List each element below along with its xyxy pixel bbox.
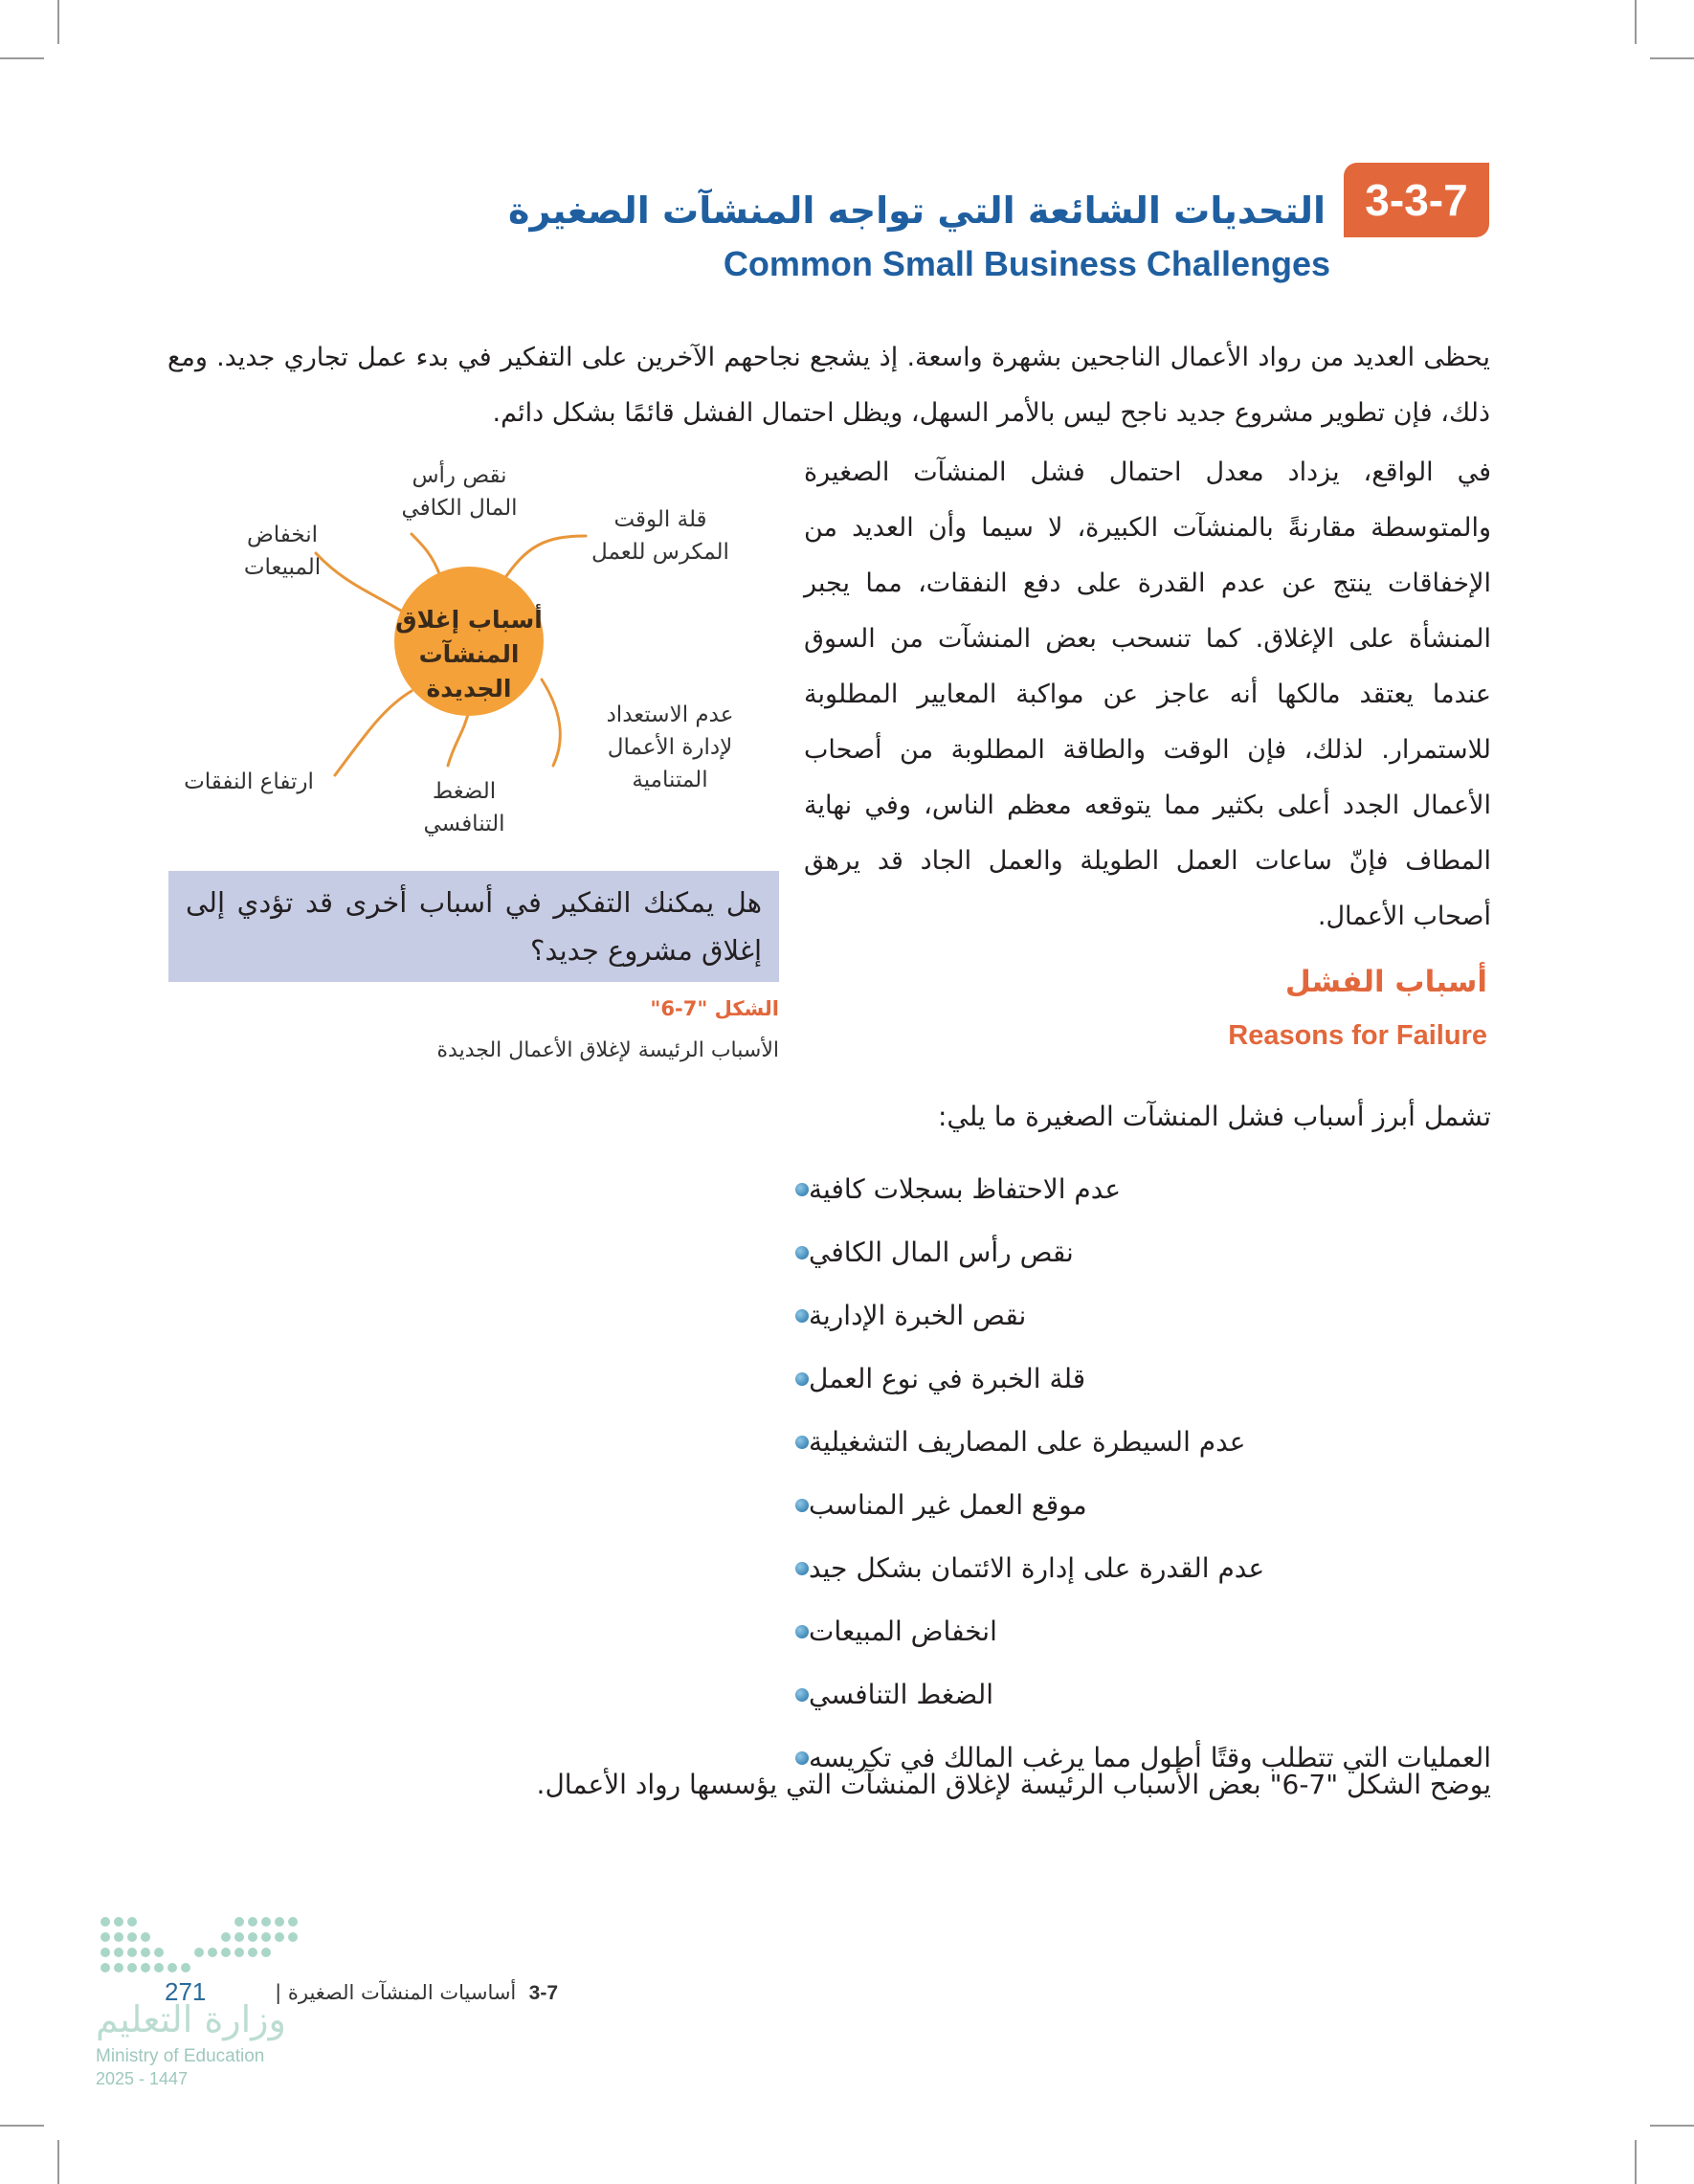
failure-reasons-list xyxy=(790,1158,1491,1790)
closure-reasons-diagram xyxy=(153,450,804,861)
diagram-branch-label: عدم الاستعداد لإدارة الأعمال المتنامية xyxy=(606,702,734,792)
list-item-text: نقص رأس المال الكافي xyxy=(808,1237,1074,1268)
crop-mark xyxy=(0,57,44,59)
list-item-text: عدم الاحتفاظ بسجلات كافية xyxy=(808,1173,1122,1205)
list-item xyxy=(790,1348,1491,1411)
section-number-badge: 3-3-7 xyxy=(1344,163,1489,237)
diagram-branch-label: انخفاض المبيعات xyxy=(243,523,322,580)
body-paragraph: في الواقع، يزداد معدل احتمال فشل المنشآت الصغيرة والمتوسطة مقارنةً بالمنشآت الكبيرة، لا سيما وأن العديد من الإخفاقات ينتج عن عدم القدرة على دفع النفقات، مما يجبر المنشأة على الإغلاق. كما تنسحب بعض المنشآت من السوق عندما يعتقد مالكها أنه عاجز عن مواكبة المعايير المطلوبة للاستمرار. لذلك، فإن الوقت والطاقة المطلوبة من أصحاب الأعمال الجدد أعلى بكثير مما يتوقعه معظم الناس، وفي نهاية المطاف فإنّ ساعات العمل الطويلة والعمل الجاد قد يرهق أصحاب الأعمال. xyxy=(804,457,1491,931)
bullet-icon xyxy=(795,1183,809,1196)
list-item-text: قلة الخبرة في نوع العمل xyxy=(808,1363,1086,1394)
footer-chapter-title: أساسيات المنشآت الصغيرة xyxy=(287,1981,517,2004)
crop-mark xyxy=(57,0,59,44)
bullet-icon xyxy=(795,1436,809,1449)
diagram-branch-label: نقص رأس المال الكافي xyxy=(401,463,518,521)
list-item xyxy=(790,1284,1491,1348)
bullet-icon xyxy=(795,1688,809,1702)
bullet-icon xyxy=(795,1372,809,1386)
intro-paragraph: يحظى العديد من رواد الأعمال الناجحين بشهرة واسعة. إذ يشجع نجاحهم الآخرين على التفكير في بدء عمل تجاري جديد. ومع ذلك، فإن تطوير مشروع جديد ناجح ليس بالأمر السهل، ويظل احتمال الفشل قائمًا بشكل دائم. xyxy=(167,343,1490,428)
failure-list-intro: تشمل أبرز أسباب فشل المنشآت الصغيرة ما يلي: xyxy=(937,1101,1491,1132)
list-item xyxy=(790,1600,1491,1663)
list-item xyxy=(790,1663,1491,1727)
crop-mark xyxy=(1650,57,1694,59)
crop-mark xyxy=(1650,2125,1694,2127)
branch-line xyxy=(502,536,586,582)
list-item-text: موقع العمل غير المناسب xyxy=(808,1489,1087,1521)
diagram-branch-label: الضغط التنافسي xyxy=(423,779,505,836)
list-item-text: العمليات التي تتطلب وقتًا أطول مما يرغب المالك في تكريسه xyxy=(808,1742,1491,1773)
list-item xyxy=(790,1411,1491,1474)
list-item-text: عدم السيطرة على المصاريف التشغيلية xyxy=(808,1426,1246,1458)
figure-caption: الأسباب الرئيسة لإغلاق الأعمال الجديدة xyxy=(436,1038,779,1062)
bullet-icon xyxy=(795,1246,809,1259)
section-title-english: Common Small Business Challenges xyxy=(723,244,1330,283)
diagram-center-label: أسباب إغلاق المنشآت الجديدة xyxy=(395,606,543,702)
list-item-text: نقص الخبرة الإدارية xyxy=(808,1300,1027,1331)
crop-mark xyxy=(57,2140,59,2184)
section-title-arabic: التحديات الشائعة التي تواجه المنشآت الصغيرة xyxy=(508,189,1326,232)
branch-line xyxy=(412,534,440,576)
bullet-icon xyxy=(795,1751,809,1765)
bullet-icon xyxy=(795,1562,809,1575)
failure-heading-english: Reasons for Failure xyxy=(1228,1020,1487,1051)
failure-heading-arabic: أسباب الفشل xyxy=(1284,965,1487,999)
list-item xyxy=(790,1158,1491,1221)
list-item xyxy=(790,1221,1491,1284)
footer-chapter-number: 3-7 xyxy=(528,1982,558,2004)
crop-mark xyxy=(1635,2140,1637,2184)
ministry-name-arabic: وزارة التعليم xyxy=(96,1998,286,2040)
diagram-branch-label: ارتفاع النفقات xyxy=(184,769,314,794)
list-item-text: عدم القدرة على إدارة الائتمان بشكل جيد xyxy=(808,1552,1265,1584)
list-item xyxy=(790,1474,1491,1537)
closing-sentence: يوضح الشكل "7-6" بعض الأسباب الرئيسة لإغلاق المنشآت التي يؤسسها رواد الأعمال. xyxy=(536,1769,1491,1800)
edition-year: 2025 - 1447 xyxy=(96,2069,189,2088)
list-item xyxy=(790,1537,1491,1600)
bullet-icon xyxy=(795,1309,809,1323)
bullet-icon xyxy=(795,1625,809,1638)
question-box: هل يمكنك التفكير في أسباب أخرى قد تؤدي إلى إغلاق مشروع جديد؟ xyxy=(168,871,779,982)
list-item-text: الضغط التنافسي xyxy=(808,1679,994,1710)
bullet-icon xyxy=(795,1499,809,1512)
crop-mark xyxy=(1635,0,1637,44)
page-number: 271 xyxy=(165,1977,207,2006)
ministry-name-english: Ministry of Education xyxy=(96,2046,265,2066)
diagram-branch-label: قلة الوقت المكرس للعمل xyxy=(591,507,729,565)
branch-line xyxy=(448,710,469,766)
list-item-text: انخفاض المبيعات xyxy=(808,1616,997,1647)
footer-chapter: 3-7 أساسيات المنشآت الصغيرة | xyxy=(275,1981,558,2004)
crop-mark xyxy=(0,2125,44,2127)
figure-title: الشكل "7-6" xyxy=(650,997,779,1020)
